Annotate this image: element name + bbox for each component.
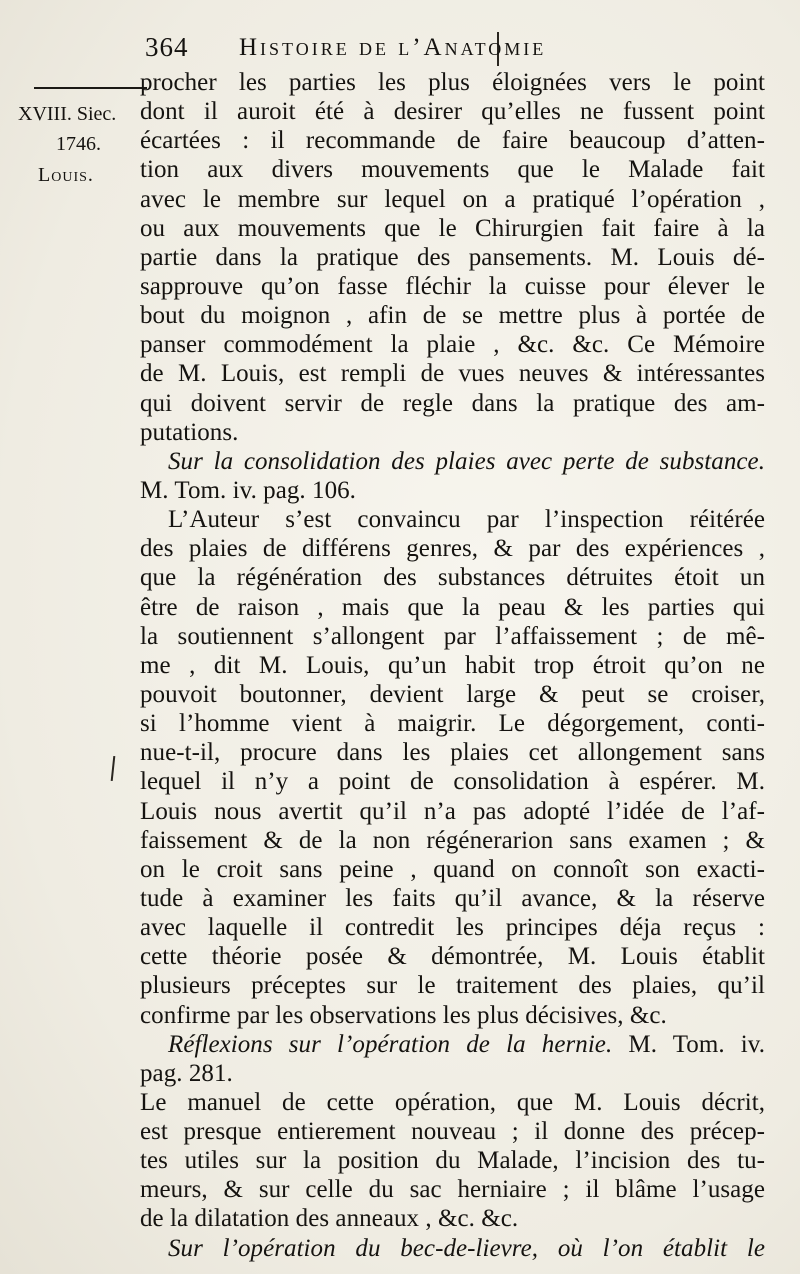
text-line: tude à examiner les faits qu’il avance, & la réserve [140, 884, 765, 912]
text-line: cette théorie posée & démontrée, M. Louis établit [140, 943, 765, 971]
text-line: panser commodément la plaie , &c. &c. Ce Mémoire [140, 331, 765, 359]
text-line: écartées : il recommande de faire beaucoup d’atten- [140, 127, 765, 155]
body-text [140, 68, 765, 1263]
text-line: partie dans la pratique des pansements. M. Louis dé- [140, 243, 765, 271]
text-line: lequel il n’y a point de consolidation à espérer. M. [140, 768, 765, 796]
text-line: dont il auroit été à desirer qu’elles ne fussent point [140, 98, 765, 126]
text-line: Sur la consolidation des plaies avec perte de substance. [168, 447, 765, 475]
text-line: procher les parties les plus éloignées vers le point [140, 69, 765, 96]
text-line: on le croit sans peine , quand on connoît son exacti- [140, 855, 765, 883]
text-line: est presque entierement nouveau ; il donne des précep- [140, 1118, 765, 1146]
text-line: si l’homme vient à maigrir. Le dégorgement, conti- [140, 710, 765, 738]
text-line: la soutiennent s’allongent par l’affaissement ; de mê- [140, 622, 765, 650]
text-line: de M. Louis, est rempli de vues neuves & intéressantes [140, 360, 765, 388]
text-line: bout du moignon , afin de se mettre plus à portée de [140, 302, 765, 330]
text-line: putations. [140, 418, 239, 446]
text-line: tes utiles sur la position du Malade, l’incision des tu- [140, 1147, 765, 1175]
text-line: ou aux mouvements que le Chirurgien fait faire à la [140, 214, 765, 242]
text-line: faissement & de la non régénerarion sans examen ; & [140, 826, 765, 854]
text-line: avec laquelle il contredit les principes déja reçus : [140, 914, 765, 942]
text-line: Sur l’opération du bec-de-lievre, où l’on établit le [168, 1234, 765, 1262]
margin-year: 1746. [56, 133, 101, 155]
page-header [145, 32, 765, 66]
stray-mark [111, 756, 116, 781]
text-line: sapprouve qu’on fasse fléchir la cuisse pour élever le [140, 272, 765, 300]
text-line: que la régénération des substances détruites étoit un [140, 564, 765, 592]
text-line: pouvoit boutonner, devient large & peut se croiser, [140, 680, 765, 708]
text-line: Louis nous avertit qu’il n’a pas adopté l’idée de l’af- [140, 797, 765, 825]
text-line: des plaies de différens genres, & par des expériences , [140, 535, 765, 563]
margin-century: XVIII. Siec. [18, 103, 117, 125]
text-line: de la dilatation des anneaux , &c. &c. [140, 1205, 519, 1233]
margin-name: Louis. [38, 164, 94, 186]
text-line: tion aux divers mouvements que le Malade fait [140, 156, 765, 184]
text-line: L’Auteur s’est convaincu par l’inspection réitérée [168, 506, 765, 534]
heading-italic: Réflexions sur l’opération de la hernie. [168, 1030, 613, 1058]
text-line: confirme par les observations les plus décisives, &c. [140, 1001, 667, 1029]
text-line: qui doivent servir de regle dans la pratique des am- [140, 389, 765, 417]
text-line: nue-t-il, procure dans les plaies cet allongement sans [140, 739, 765, 767]
text-line: meurs, & sur celle du sac herniaire ; il blâme l’usage [140, 1176, 765, 1204]
text-line: M. Tom. iv. pag. 106. [140, 476, 356, 504]
heading-reference: M. Tom. iv. [612, 1030, 766, 1058]
text-line [140, 1030, 765, 1059]
text-line: être de raison , mais que la peau & les parties qui [140, 593, 765, 621]
running-title: Histoire de l’Anatomie [239, 34, 547, 61]
text-line: plusieurs préceptes sur le traitement des plaies, qu’il [140, 972, 765, 1000]
page-number: 364 [145, 32, 189, 62]
margin-rule [34, 87, 147, 89]
text-line: Le manuel de cette opération, que M. Louis décrit, [140, 1088, 765, 1116]
text-line: avec le membre sur lequel on a pratiqué l’opération , [140, 185, 765, 213]
text-line: pag. 281. [140, 1059, 233, 1087]
text-line: me , dit M. Louis, qu’un habit trop étroit qu’on ne [140, 651, 765, 679]
